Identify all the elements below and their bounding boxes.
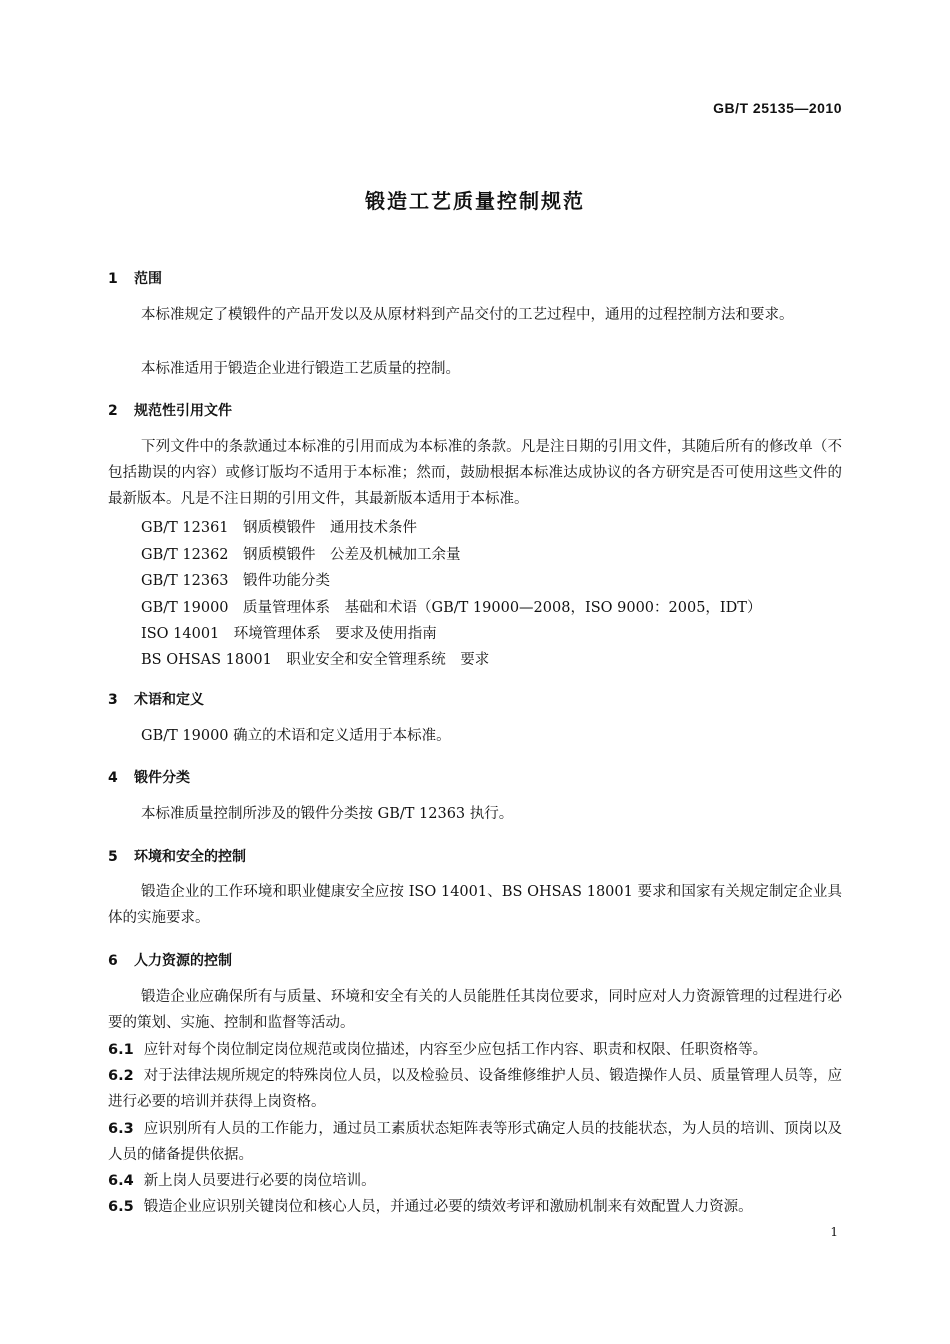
- reference-item: BS OHSAS 18001 职业安全和安全管理系统 要求: [141, 652, 490, 668]
- section-number: 1: [108, 271, 118, 287]
- section-title: 术语和定义: [134, 692, 204, 708]
- reference-item: GB/T 19000 质量管理体系 基础和术语（GB/T 19000—2008，ISO 9000：2005，IDT）: [141, 600, 762, 616]
- section-heading-6: [108, 950, 232, 970]
- section-number: 3: [108, 692, 118, 708]
- section-title: 规范性引用文件: [134, 403, 232, 419]
- section-heading-4: [108, 767, 190, 787]
- reference-item: GB/T 12363 锻件功能分类: [141, 573, 331, 589]
- section-number: 6: [108, 953, 118, 969]
- paragraph: GB/T 19000 确立的术语和定义适用于本标准。: [141, 728, 451, 744]
- section-heading-3: [108, 689, 204, 709]
- reference-item: GB/T 12361 钢质模锻件 通用技术条件: [141, 520, 418, 536]
- section-title: 环境和安全的控制: [134, 849, 246, 865]
- page-number: 1: [830, 1225, 838, 1239]
- section-heading-5: [108, 846, 246, 866]
- reference-item: GB/T 12362 钢质模锻件 公差及机械加工余量: [141, 547, 461, 563]
- clause-text: 对于法律法规所规定的特殊岗位人员，以及检验员、设备维修维护人员、锻造操作人员、质量管理人员等，应进行必要的培训并获得上岗资格。: [108, 1068, 842, 1110]
- section-heading-2: [108, 400, 232, 420]
- paragraph: 本标准适用于锻造企业进行锻造工艺质量的控制。: [141, 361, 460, 377]
- clause-text: 新上岗人员要进行必要的岗位培训。: [143, 1173, 376, 1189]
- section-number: 2: [108, 403, 118, 419]
- clause-6-5: [108, 1194, 842, 1220]
- standard-code: GB/T 25135—2010: [713, 100, 842, 116]
- clause-text: 锻造企业应识别关键岗位和核心人员，并通过必要的绩效考评和激励机制来有效配置人力资源。: [143, 1199, 753, 1215]
- document-title: 锻造工艺质量控制规范: [365, 189, 585, 213]
- paragraph: 本标准规定了模锻件的产品开发以及从原材料到产品交付的工艺过程中，通用的过程控制方法和要求。: [141, 307, 794, 323]
- clause-6-1: [108, 1037, 842, 1063]
- paragraph: 锻造企业的工作环境和职业健康安全应按 ISO 14001、BS OHSAS 18001 要求和国家有关规定制定企业具体的实施要求。: [108, 884, 842, 926]
- reference-item: ISO 14001 环境管理体系 要求及使用指南: [141, 626, 437, 642]
- section-number: 4: [108, 770, 118, 786]
- clause-number: 6.1: [108, 1042, 134, 1058]
- section-title: 人力资源的控制: [134, 953, 232, 969]
- paragraph: 本标准质量控制所涉及的锻件分类按 GB/T 12363 执行。: [141, 806, 514, 822]
- section-number: 5: [108, 849, 118, 865]
- clause-number: 6.3: [108, 1121, 134, 1137]
- clause-6-3: [108, 1116, 842, 1168]
- paragraph: 锻造企业应确保所有与质量、环境和安全有关的人员能胜任其岗位要求，同时应对人力资源管理的过程进行必要的策划、实施、控制和监督等活动。: [108, 989, 842, 1031]
- clause-6-4: [108, 1168, 842, 1194]
- clause-text: 应针对每个岗位制定岗位规范或岗位描述，内容至少应包括工作内容、职责和权限、任职资格等。: [143, 1042, 768, 1058]
- clause-number: 6.5: [108, 1199, 134, 1215]
- section-title: 范围: [134, 271, 162, 287]
- clause-number: 6.4: [108, 1173, 134, 1189]
- section-title: 锻件分类: [134, 770, 190, 786]
- section-heading-1: [108, 268, 162, 288]
- paragraph: 下列文件中的条款通过本标准的引用而成为本标准的条款。凡是注日期的引用文件，其随后所有的修改单（不包括勘误的内容）或修订版均不适用于本标准；然而，鼓励根据本标准达成协议的各方研究是否可使用这些文件的最新版本。凡是不注日期的引用文件，其最新版本适用于本标准。: [108, 439, 842, 507]
- clause-6-2: [108, 1063, 842, 1115]
- clause-text: 应识别所有人员的工作能力，通过员工素质状态矩阵表等形式确定人员的技能状态，为人员的培训、顶岗以及人员的储备提供依据。: [108, 1121, 842, 1163]
- clause-number: 6.2: [108, 1068, 134, 1084]
